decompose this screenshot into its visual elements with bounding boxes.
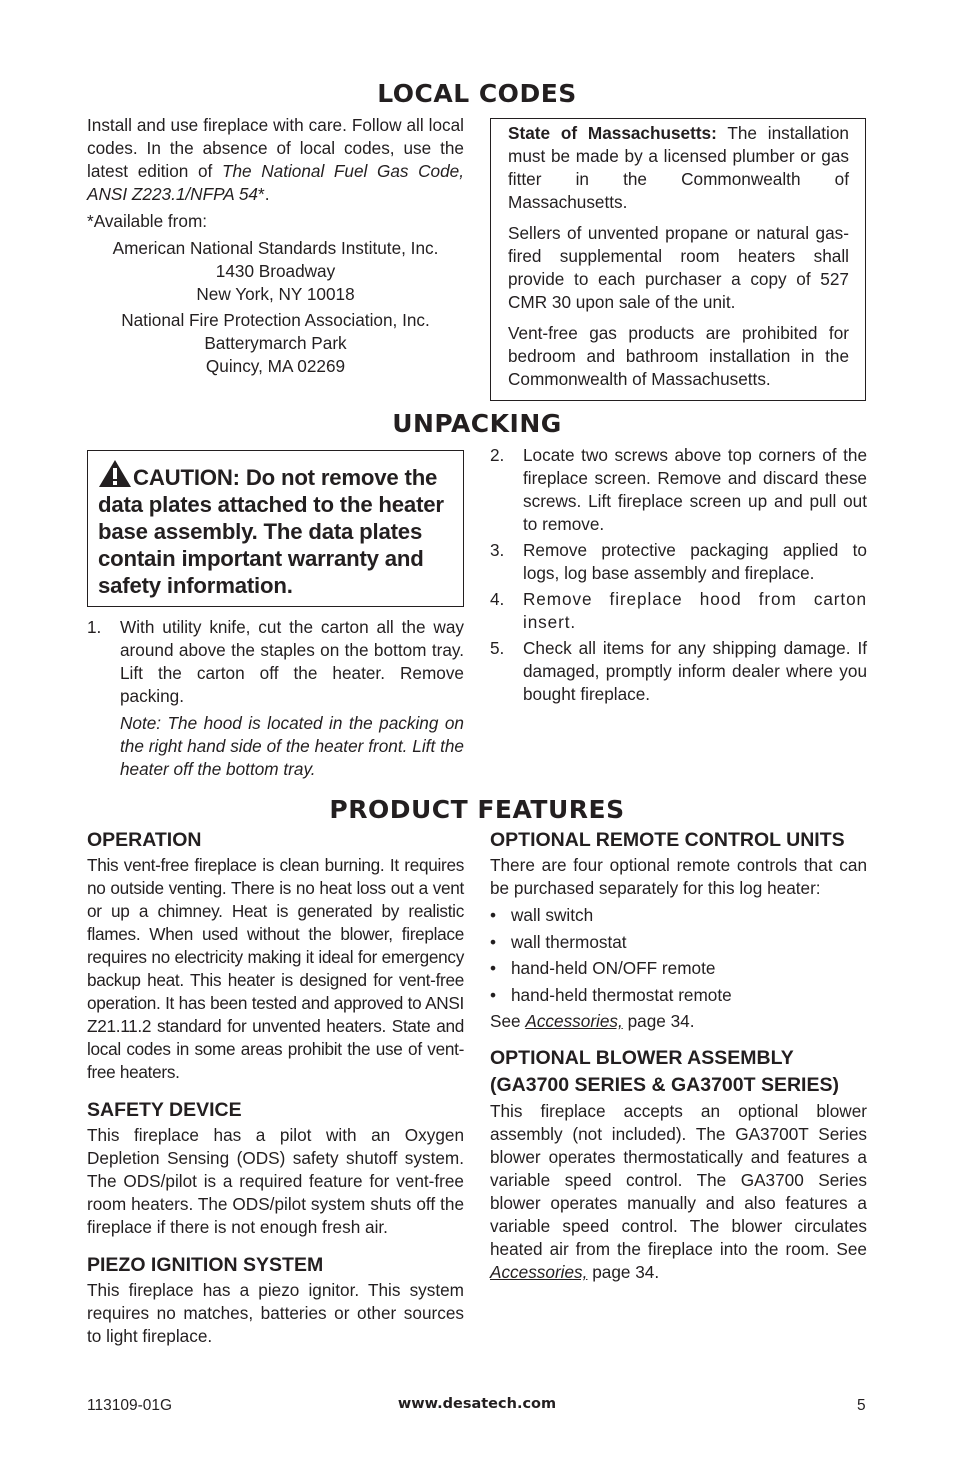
available-from: *Available from: <box>87 211 208 231</box>
page-ref: page 34. <box>622 1011 695 1031</box>
massachusetts-p3: Vent-free gas products are prohibited for bedroom and bathroom installation in the Commonwealth of Massachusetts. <box>508 323 849 389</box>
unpacking-heading: UNPACKING <box>392 409 562 438</box>
step-text: With utility knife, cut the carton all the way around above the staples on the bottom tray. Lift the carton off the heater. Remove packing. <box>120 617 464 706</box>
features-right-column <box>490 827 867 1284</box>
massachusetts-lead: State of Massachusetts: <box>508 123 717 143</box>
features-left-column <box>87 827 464 1348</box>
bullet-icon: • <box>490 984 497 1005</box>
step-text: Check all items for any shipping damage. If damaged, promptly inform dealer where you bought fireplace. <box>523 638 867 704</box>
page-ref: page 34. <box>587 1262 660 1282</box>
unpacking-steps-left <box>87 616 464 781</box>
ansi-address <box>81 237 470 306</box>
caution-text-block <box>98 459 455 599</box>
accessories-link[interactable]: Accessories, <box>525 1011 623 1031</box>
step-number: 5. <box>490 638 505 658</box>
list-item-text: wall switch <box>511 905 594 925</box>
nfpa-address <box>81 309 470 378</box>
list-item-text: hand-held thermostat remote <box>511 984 732 1005</box>
list-item-text: wall thermostat <box>511 931 627 952</box>
step-text: Locate two screws above top corners of the fireplace screen. Remove and discard these screws. Lift fireplace screen up and pull out to remove. <box>523 445 867 534</box>
bullet-icon: • <box>490 958 497 978</box>
unpacking-steps-right <box>490 444 867 706</box>
step-text: Remove protective packaging applied to logs, log base assembly and fireplace. <box>523 540 867 583</box>
safety-device-title: SAFETY DEVICE <box>87 1099 242 1121</box>
list-item <box>490 904 867 927</box>
step-text: Remove fireplace hood from carton insert. <box>523 589 867 632</box>
list-item <box>490 984 867 1007</box>
massachusetts-box <box>490 118 866 401</box>
part-number: 113109-01G <box>87 1397 173 1414</box>
remote-list <box>490 904 867 1007</box>
piezo-title: PIEZO IGNITION SYSTEM <box>87 1254 324 1276</box>
massachusetts-p1 <box>508 122 849 214</box>
intro-code-title: The National Fuel Gas Code, ANSI Z223.1/NFPA 54 <box>87 161 464 204</box>
see-text: See <box>490 1011 526 1031</box>
bullet-icon: • <box>490 931 497 952</box>
step-note: Note: The hood is located in the packing on the right hand side of the heater front. Lift the heater off the bottom tray. <box>120 713 464 779</box>
nfpa-city: Quincy, MA 02269 <box>205 356 346 376</box>
massachusetts-p1-text: The installation must be made by a licensed plumber or gas fitter in the Commonwealth of Massachusetts. <box>508 123 849 212</box>
unpack-step-1 <box>87 616 464 781</box>
list-item <box>490 931 867 954</box>
step-number: 1. <box>87 617 102 637</box>
intro-text: Install and use fireplace with care. Follow all local codes. In the absence of local codes, use the latest edition of <box>87 115 464 181</box>
intro-asterisk: *. <box>258 184 270 204</box>
remote-title: OPTIONAL REMOTE CONTROL UNITS <box>490 829 845 851</box>
list-item-text: hand-held ON/OFF remote <box>511 958 716 978</box>
product-features-heading: PRODUCT FEATURES <box>329 795 625 824</box>
local-codes-heading: LOCAL CODES <box>377 79 577 108</box>
local-codes-left-column <box>87 114 464 378</box>
local-codes-intro <box>87 114 464 206</box>
blower-title: OPTIONAL BLOWER ASSEMBLY (GA3700 SERIES & GA3700T SERIES) <box>490 1047 839 1096</box>
remote-text: There are four optional remote controls that can be purchased separately for this log heater: <box>490 855 867 898</box>
nfpa-name: National Fire Protection Association, Inc. <box>121 310 430 330</box>
ansi-city: New York, NY 10018 <box>196 284 355 304</box>
unpack-step-4 <box>490 588 867 634</box>
page-number: 5 <box>857 1397 866 1414</box>
website: www.desatech.com <box>397 1396 557 1412</box>
safety-device-text: This fireplace has a pilot with an Oxygen Depletion Sensing (ODS) safety shutoff system. The ODS/pilot is a required feature for vent-free room heaters. The ODS/pilot system shuts off the fireplace if there is not enough fresh air. <box>87 1125 464 1237</box>
unpack-step-5 <box>490 637 867 706</box>
ansi-name: American National Standards Institute, Inc. <box>112 238 439 258</box>
unpack-step-3 <box>490 539 867 585</box>
step-number: 4. <box>490 589 505 609</box>
blower-body: This fireplace accepts an optional blower assembly (not included). The GA3700T Series blower operates thermostatically and features a variable speed control. The GA3700 Series blower operates manually and also features a variable speed control. The blower circulates heated air from the fireplace into the room. See <box>490 1101 867 1259</box>
bullet-icon: • <box>490 905 497 925</box>
remote-see-also <box>490 1010 867 1033</box>
unpack-step-2 <box>490 444 867 536</box>
operation-title: OPERATION <box>87 829 202 851</box>
blower-text <box>490 1100 867 1284</box>
caution-box <box>87 450 464 607</box>
massachusetts-p2: Sellers of unvented propane or natural gas-fired supplemental room heaters shall provide to each purchaser a copy of 527 CMR 30 upon sale of the unit. <box>508 223 849 312</box>
piezo-text: This fireplace has a piezo ignitor. This system requires no matches, batteries or other sources to light fireplace. <box>87 1280 464 1346</box>
ansi-street: 1430 Broadway <box>215 261 336 281</box>
operation-text: This vent-free fireplace is clean burning. It requires no outside venting. There is no heat loss out a vent or up a chimney. Heat is generated by realistic flames. When used without the blower, fireplace requires no electricity making it ideal for emergency backup heat. This heater is designed for vent-free operation. It has been tested and approved to ANSI Z21.11.2 standard for unvented heaters. State and local codes in some areas prohibit the use of vent-free heaters. <box>87 855 464 1082</box>
warning-triangle-icon <box>98 459 132 488</box>
caution-text: CAUTION: Do not remove the data plates attached to the heater base assembly. The data plates contain important warranty and safety information. <box>98 465 444 598</box>
nfpa-street: Batterymarch Park <box>204 333 347 353</box>
accessories-link[interactable]: Accessories, <box>490 1262 588 1282</box>
step-number: 2. <box>490 445 505 465</box>
list-item <box>490 957 867 980</box>
step-number: 3. <box>490 540 505 560</box>
